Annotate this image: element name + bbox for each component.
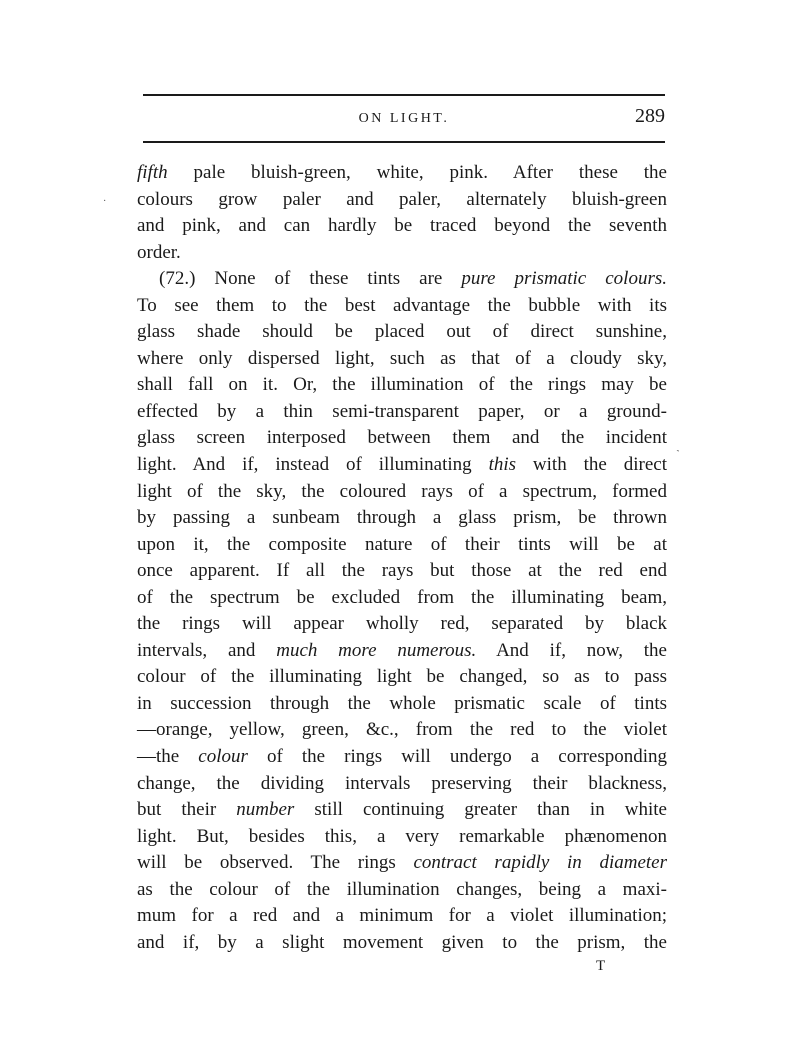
text-line xyxy=(137,346,667,373)
text-line xyxy=(137,293,667,320)
text-line xyxy=(137,505,667,532)
text-run: but their xyxy=(137,799,237,821)
text-run: of the rings will undergo a corresponding xyxy=(247,746,667,768)
text-run: glass screen interposed between them and the incident xyxy=(137,427,667,449)
text-run: glass shade should be placed out of direct sunshine, xyxy=(137,321,667,343)
text-line xyxy=(137,717,667,744)
text-line xyxy=(137,691,667,718)
text-run: To see them to the best advantage the bubble with its xyxy=(137,294,667,316)
italic-text: contract rapidly in diameter xyxy=(413,852,667,874)
text-line xyxy=(137,558,667,585)
running-head xyxy=(143,105,665,134)
text-run: the rings will appear wholly red, separated by black xyxy=(137,613,667,635)
running-title: ON LIGHT. xyxy=(358,111,450,126)
text-line xyxy=(137,372,667,399)
text-line xyxy=(137,187,667,214)
header-rule-top xyxy=(143,94,665,96)
text-run: with the direct xyxy=(516,454,667,476)
text-line xyxy=(137,664,667,691)
text-line xyxy=(137,585,667,612)
text-line xyxy=(137,638,667,665)
text-line xyxy=(137,160,667,187)
text-run: order. xyxy=(137,241,181,263)
text-line xyxy=(137,744,667,771)
text-run: (72.) None of these tints are xyxy=(159,268,462,290)
text-run: upon it, the composite nature of their tints will be at xyxy=(137,533,667,555)
page-number: 289 xyxy=(635,105,665,127)
text-run: once apparent. If all the rays but those at the red end xyxy=(137,560,667,582)
text-line xyxy=(137,240,667,267)
text-line xyxy=(137,771,667,798)
text-run: pale bluish-green, white, pink. After these the xyxy=(167,162,667,183)
margin-mark: · xyxy=(103,196,107,207)
text-run: still continuing greater than in white xyxy=(294,799,667,821)
text-run: —the xyxy=(137,746,199,768)
text-run: mum for a red and a minimum for a violet illumination; xyxy=(137,905,667,927)
italic-text: this xyxy=(488,454,517,476)
text-line xyxy=(137,425,667,452)
italic-text: pure prismatic colours. xyxy=(461,268,667,290)
text-line xyxy=(137,479,667,506)
text-line xyxy=(137,903,667,930)
text-line xyxy=(137,850,667,877)
text-line xyxy=(137,266,667,293)
body-text xyxy=(137,160,667,956)
text-run: light of the sky, the coloured rays of a spectrum, formed xyxy=(137,480,667,502)
text-run: And if, now, the xyxy=(476,639,667,661)
text-line xyxy=(137,399,667,426)
text-run: shall fall on it. Or, the illumination of the rings may be xyxy=(137,374,667,396)
text-run: will be observed. The rings xyxy=(137,852,414,874)
text-run: by passing a sunbeam through a glass prism, be thrown xyxy=(137,507,667,529)
text-run: colour of the illuminating light be changed, so as to pass xyxy=(137,666,667,688)
header-rule-bottom xyxy=(143,141,665,143)
text-run: colours grow paler and paler, alternately bluish-green xyxy=(137,188,667,210)
italic-text: much more numerous. xyxy=(276,639,477,661)
text-run: —orange, yellow, green, &c., from the red to the violet xyxy=(137,719,667,741)
text-line xyxy=(137,877,667,904)
text-run: change, the dividing intervals preserving their blackness, xyxy=(137,772,667,794)
text-line xyxy=(137,611,667,638)
text-run: light. But, besides this, a very remarkable phænomenon xyxy=(137,825,667,847)
text-run: where only dispersed light, such as that of a cloudy sky, xyxy=(137,347,667,369)
margin-mark: ˺ xyxy=(676,449,680,460)
text-run: and if, by a slight movement given to the prism, the xyxy=(137,931,667,953)
text-line xyxy=(137,452,667,479)
italic-text: colour xyxy=(198,746,248,768)
text-run: as the colour of the illumination changes, being a maxi- xyxy=(137,878,667,900)
text-run: light. And if, instead of illuminating xyxy=(137,454,489,476)
italic-text: fifth xyxy=(137,162,168,183)
text-run: of the spectrum be excluded from the illuminating beam, xyxy=(137,586,667,608)
text-line xyxy=(137,319,667,346)
text-run: and pink, and can hardly be traced beyond the seventh xyxy=(137,215,667,237)
text-run: effected by a thin semi-transparent paper, or a ground- xyxy=(137,400,667,422)
text-line xyxy=(137,532,667,559)
text-line xyxy=(137,930,667,957)
text-line xyxy=(137,797,667,824)
text-run: intervals, and xyxy=(137,639,277,661)
signature-mark: T xyxy=(596,958,607,974)
text-line xyxy=(137,213,667,240)
text-line xyxy=(137,824,667,851)
italic-text: number xyxy=(236,799,295,821)
text-run: in succession through the whole prismatic scale of tints xyxy=(137,692,667,714)
